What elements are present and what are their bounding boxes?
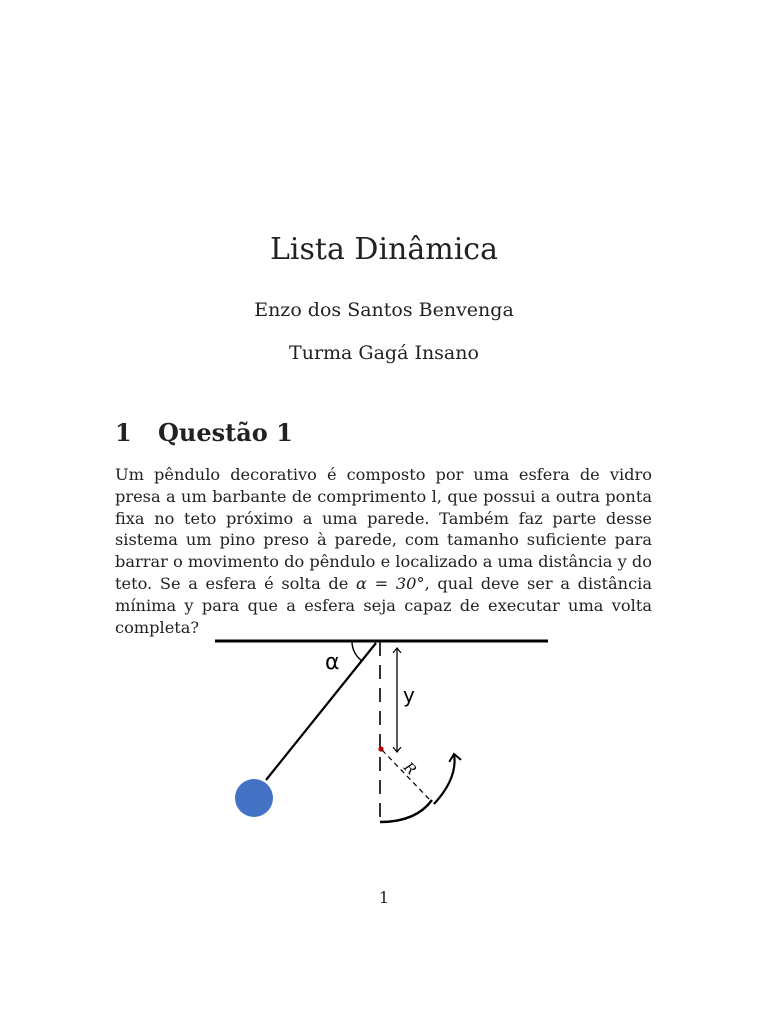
author-name: Enzo dos Santos Benvenga <box>254 299 514 321</box>
pendulum-figure <box>200 628 560 838</box>
question-paragraph <box>115 464 652 638</box>
page-number: 1 <box>378 888 390 907</box>
math-alpha-value: α = 30° <box>356 573 425 593</box>
motion-direction-arrow <box>434 754 455 804</box>
pendulum-string <box>266 643 376 780</box>
affiliation: Turma Gagá Insano <box>289 342 479 364</box>
question-text-part1: Um pêndulo decorativo é composto por uma esfera de vidro presa a um barbante de comprimento l, que possui a outra ponta fixa no teto próximo a uma parede. Também faz parte desse sistema um pino preso à parede, com tamanho suficiente para barrar o movimento do pêndulo e localizado a uma distância y do teto. Se a esfera é solta de <box>115 465 652 593</box>
document-title: Lista Dinâmica <box>270 232 498 267</box>
section-title: Questão 1 <box>158 418 293 447</box>
alpha-label: α <box>325 650 340 675</box>
pendulum-diagram <box>200 628 560 838</box>
y-label: y <box>403 683 415 707</box>
angle-arc <box>352 641 362 661</box>
question-text-part2: , qual deve ser a distância mínima y para que a esfera seja capaz de executar uma volta completa? <box>115 573 652 637</box>
section-heading <box>115 418 293 447</box>
radius-label: R <box>400 759 419 779</box>
motion-arc <box>380 800 432 822</box>
pendulum-sphere <box>235 779 273 817</box>
section-number: 1 <box>115 418 132 447</box>
